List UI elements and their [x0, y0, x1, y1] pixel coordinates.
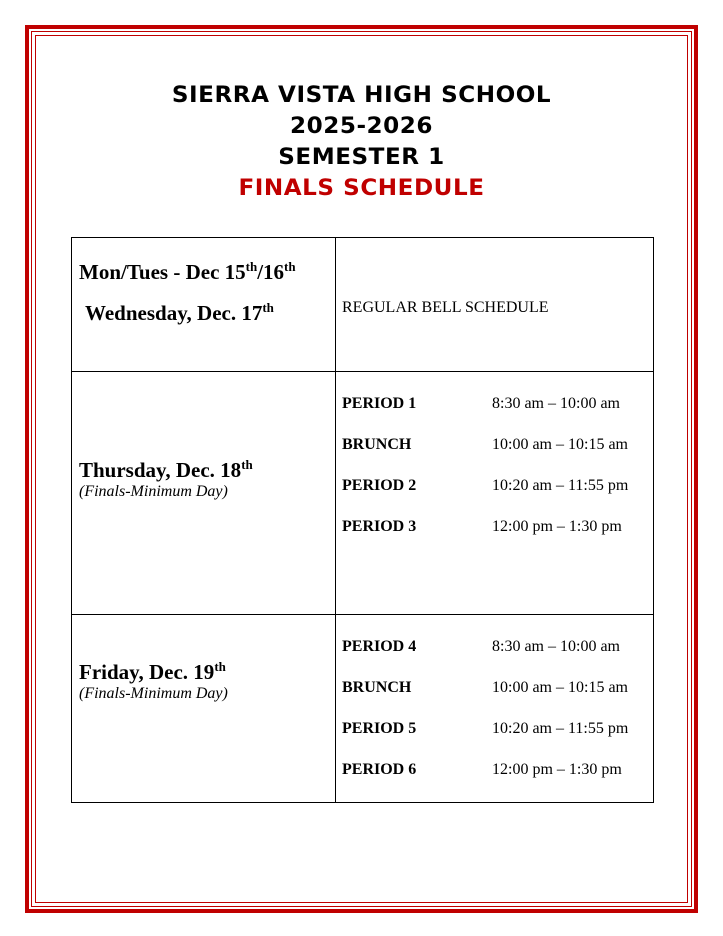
- period-name: PERIOD 3: [342, 518, 417, 535]
- table-row: [72, 615, 654, 803]
- document-header: [0, 80, 723, 204]
- period-name: PERIOD 1: [342, 395, 417, 412]
- schedule-cell-thursday: [336, 372, 654, 615]
- period-row: [336, 720, 653, 761]
- period-time: 8:30 am – 10:00 am: [492, 395, 620, 412]
- school-year: 2025-2026: [290, 114, 433, 139]
- period-row: [336, 679, 653, 720]
- period-name: PERIOD 5: [342, 720, 417, 737]
- finals-schedule-title: FINALS SCHEDULE: [238, 176, 485, 201]
- schedule-cell-regular: [336, 238, 654, 372]
- day-label-wednesday: Wednesday, Dec. 17th: [85, 300, 274, 325]
- semester-label: SEMESTER 1: [278, 145, 445, 170]
- table-row: [72, 372, 654, 615]
- day-label-thursday: Thursday, Dec. 18th: [79, 457, 253, 482]
- day-cell-thursday: [72, 372, 336, 615]
- table-row: [72, 238, 654, 372]
- period-time: 12:00 pm – 1:30 pm: [492, 761, 622, 778]
- period-name: PERIOD 2: [342, 477, 417, 494]
- period-name: BRUNCH: [342, 679, 412, 696]
- period-row: [336, 518, 653, 559]
- period-time: 10:20 am – 11:55 pm: [492, 720, 629, 737]
- period-time: 10:00 am – 10:15 am: [492, 679, 628, 696]
- school-name: SIERRA VISTA HIGH SCHOOL: [171, 83, 552, 108]
- period-row: [336, 395, 653, 436]
- regular-bell-schedule: REGULAR BELL SCHEDULE: [342, 298, 549, 316]
- day-cell-friday: [72, 615, 336, 803]
- day-label-friday: Friday, Dec. 19th: [79, 659, 226, 684]
- period-row: [336, 477, 653, 518]
- day-note-friday: (Finals-Minimum Day): [79, 685, 228, 702]
- period-name: PERIOD 6: [342, 761, 417, 778]
- period-row: [336, 761, 653, 802]
- period-time: 10:20 am – 11:55 pm: [492, 477, 629, 494]
- schedule-cell-friday: [336, 615, 654, 803]
- period-name: BRUNCH: [342, 436, 412, 453]
- period-time: 12:00 pm – 1:30 pm: [492, 518, 622, 535]
- period-time: 10:00 am – 10:15 am: [492, 436, 628, 453]
- period-name: PERIOD 4: [342, 638, 417, 655]
- finals-schedule-table: [71, 237, 654, 803]
- period-time: 8:30 am – 10:00 am: [492, 638, 620, 655]
- period-row: [336, 436, 653, 477]
- period-row: [336, 638, 653, 679]
- day-label-mon-tues: Mon/Tues - Dec 15th/16th: [79, 259, 296, 284]
- day-note-thursday: (Finals-Minimum Day): [79, 483, 228, 500]
- day-cell-mon-wed: [72, 238, 336, 372]
